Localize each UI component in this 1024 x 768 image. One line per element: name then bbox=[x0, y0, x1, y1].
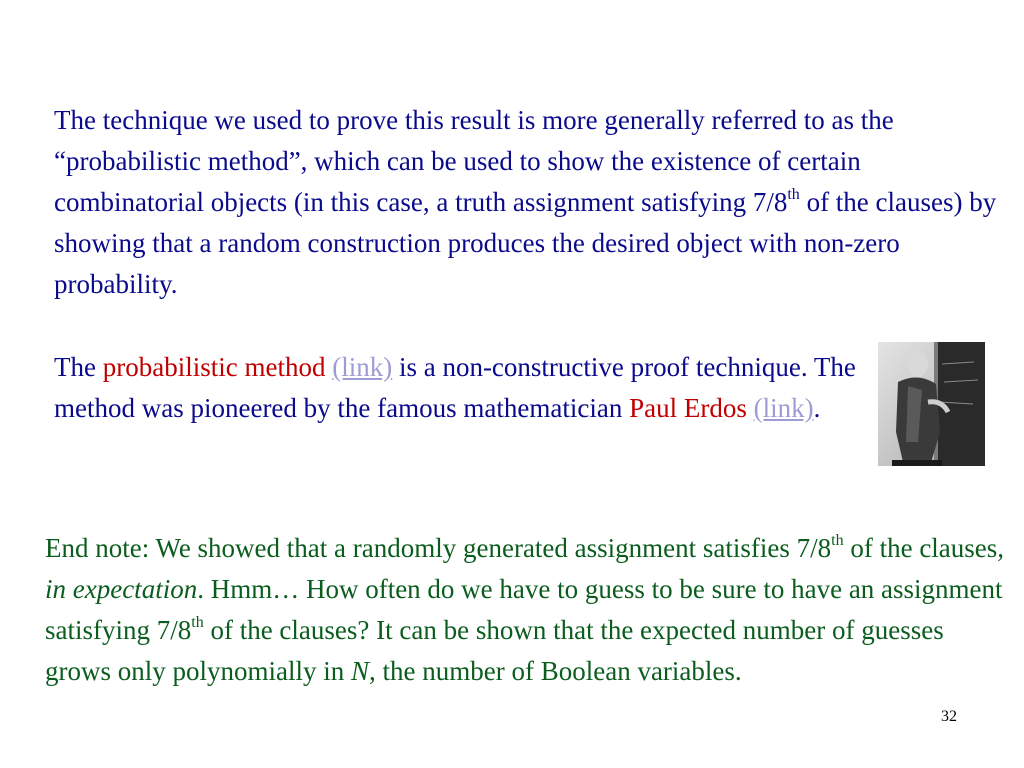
end-note-text-2: of the clauses bbox=[843, 533, 998, 563]
name-paul-erdos: Paul Erdos bbox=[629, 393, 747, 423]
in-expectation-italic: , in expectation bbox=[45, 533, 1005, 604]
intro-paragraph bbox=[54, 100, 1004, 305]
intro-text-1: The technique we used to prove this result is more generally referred to as the “probabilistic method”, which can be used to show the existence of certain combinatorial objects (in this case, a truth assignment satisfying 7/8 bbox=[54, 105, 894, 217]
intro-text-2: of the clauses) by showing that a random construction produces the desired object with non-zero probability. bbox=[54, 187, 997, 299]
variable-n: N bbox=[351, 656, 370, 686]
method-text-end: . bbox=[813, 393, 821, 423]
superscript-th: th bbox=[787, 186, 800, 203]
method-paragraph bbox=[54, 347, 874, 429]
end-note-text-4: of the clauses? It can be shown that the expected number of guesses grows only polynomially in bbox=[45, 615, 944, 686]
end-note-text-1: End note: We showed that a randomly generated assignment satisfies 7/8 bbox=[45, 533, 832, 563]
term-probabilistic-method: probabilistic method bbox=[102, 352, 326, 382]
erdos-photo-image bbox=[878, 342, 985, 466]
end-note-text-5: , the number of Boolean variables. bbox=[369, 656, 742, 686]
page-number: 32 bbox=[941, 708, 957, 725]
erdos-photo bbox=[878, 342, 985, 466]
superscript-th-1: th bbox=[831, 532, 844, 549]
paul-erdos-link[interactable]: (link) bbox=[753, 393, 814, 423]
superscript-th-2: th bbox=[191, 614, 204, 631]
end-note-paragraph bbox=[45, 528, 1015, 692]
method-text-middle: is a non-constructive proof technique. The method was pioneered by the famous mathematician bbox=[54, 352, 856, 423]
method-text-the: The bbox=[54, 352, 103, 382]
end-note-text-3: . Hmm… How often do we have to guess to be sure to have an assignment satisfying 7/8 bbox=[45, 574, 1003, 645]
probabilistic-method-link[interactable]: (link) bbox=[332, 352, 393, 382]
